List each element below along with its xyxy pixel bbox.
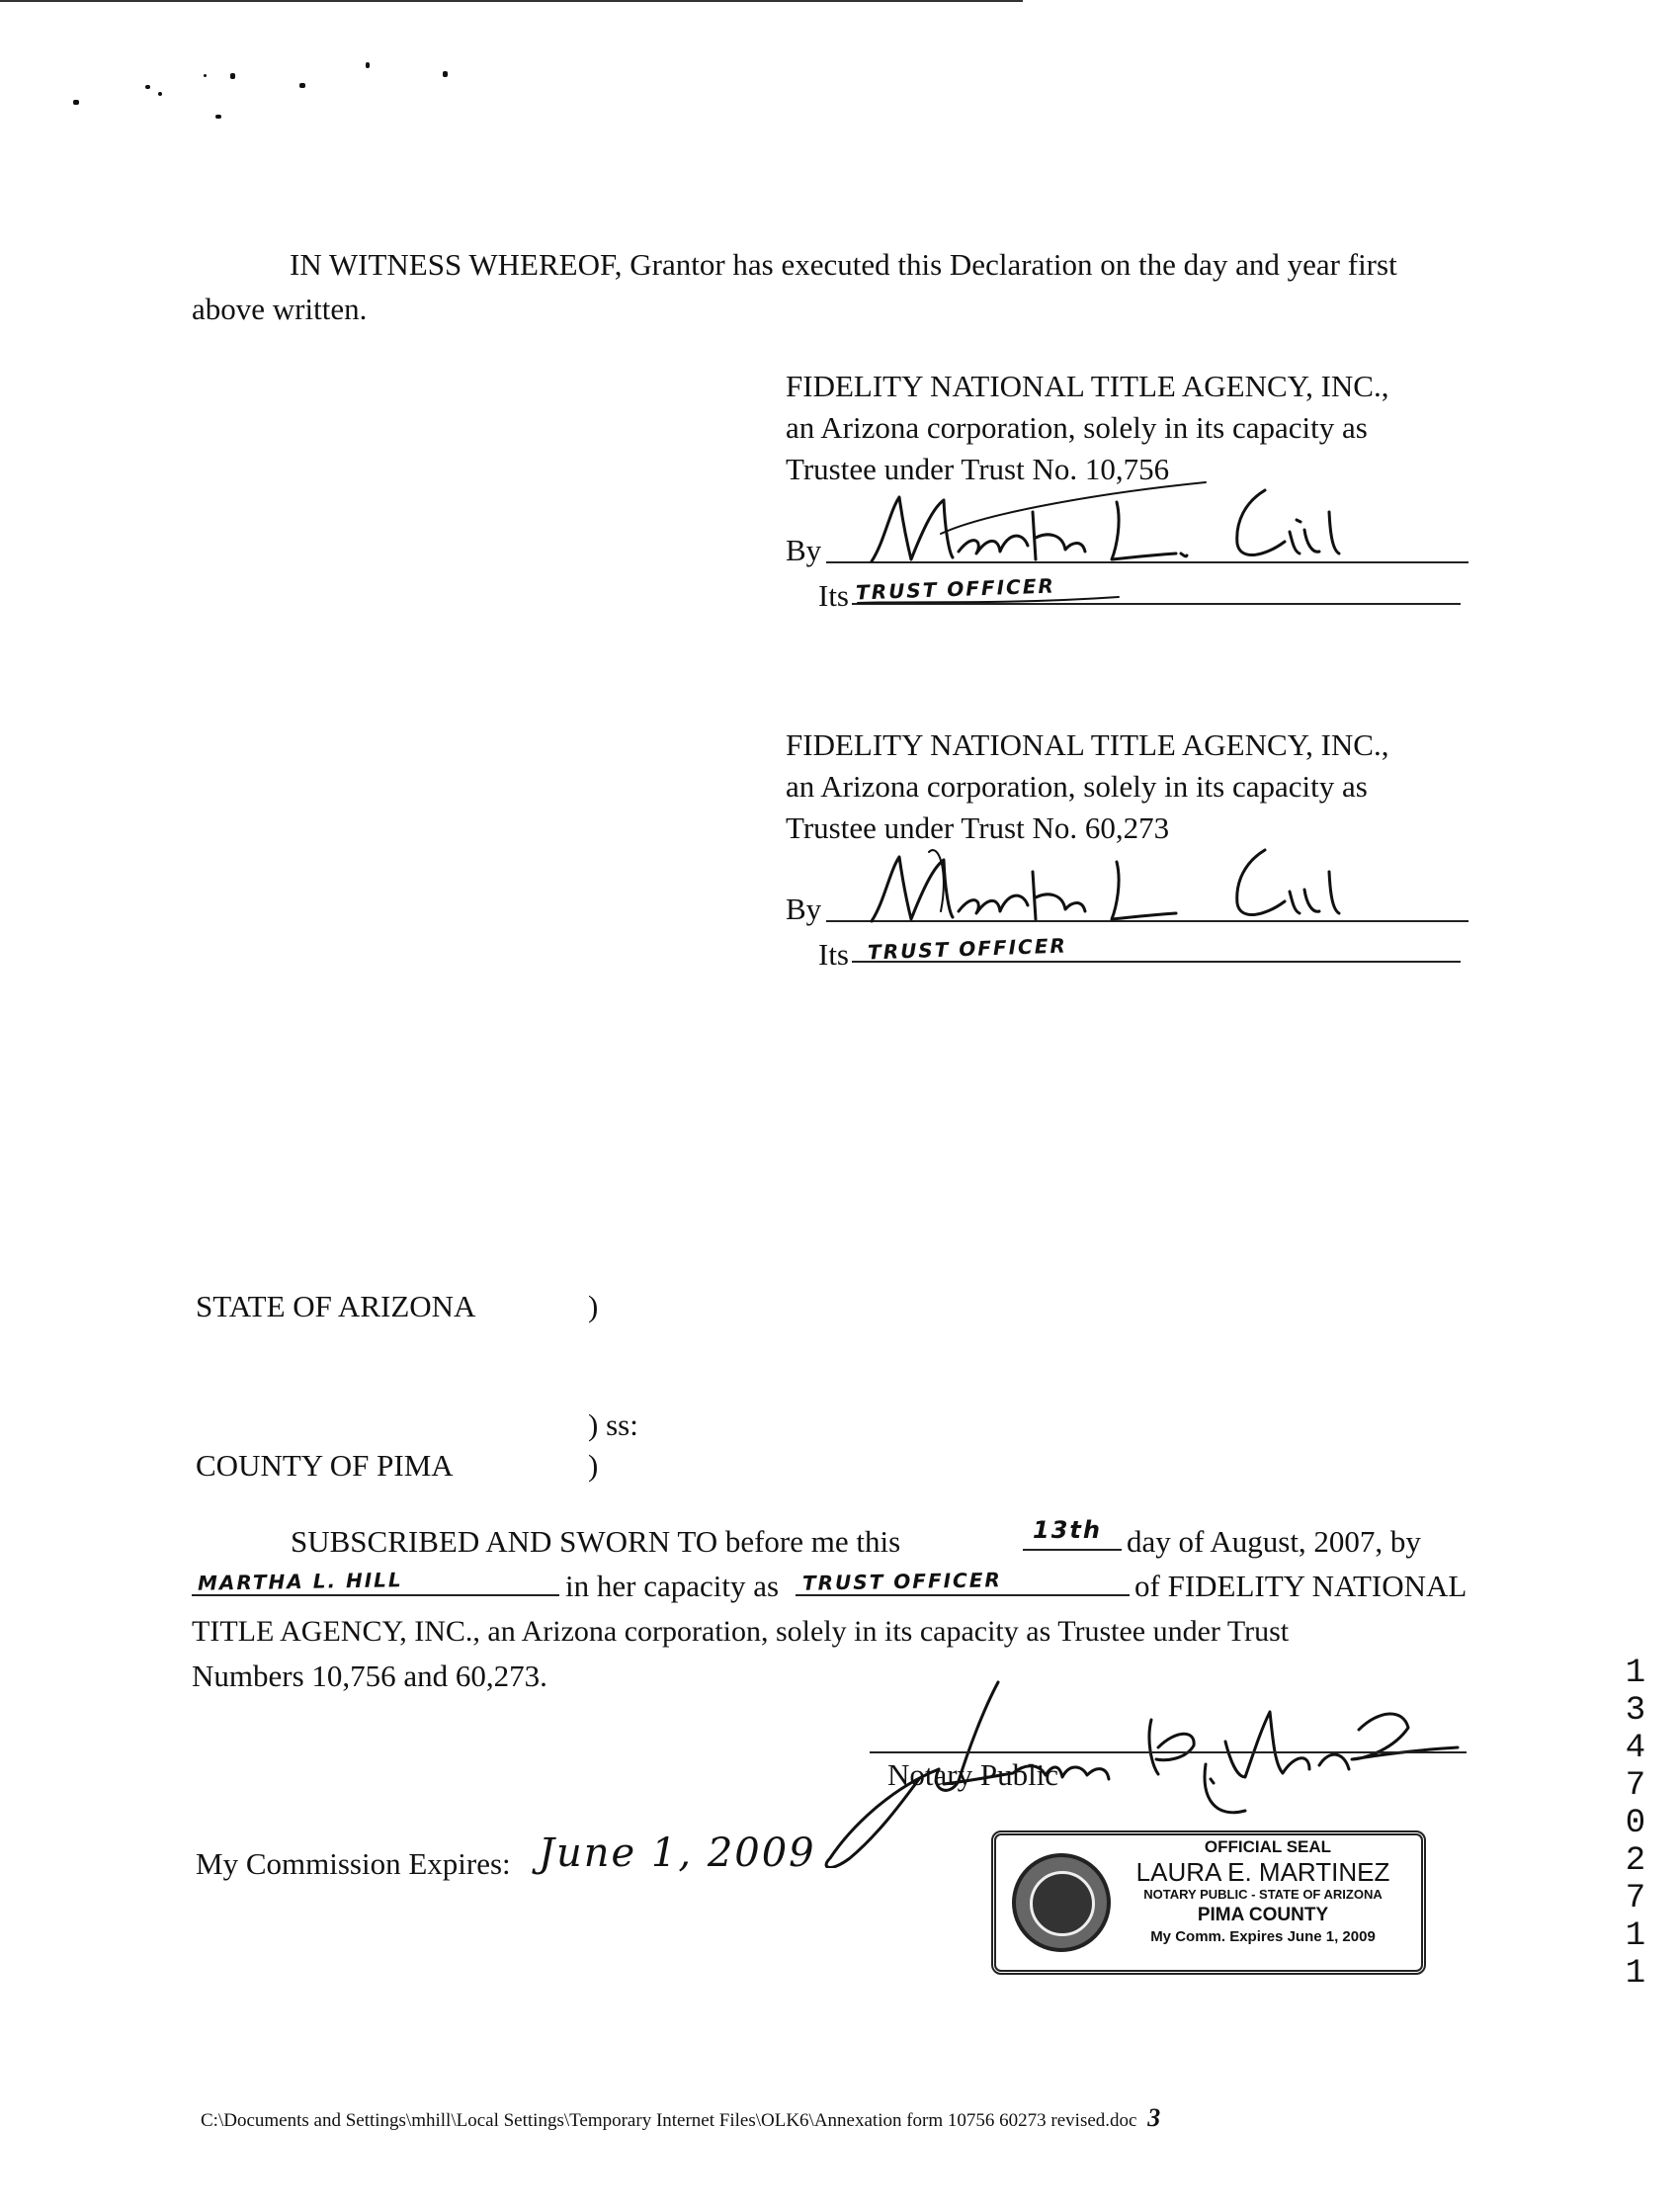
jurat-line-3: TITLE AGENCY, INC., an Arizona corporation, solely in its capacity as Trustee under Trust xyxy=(192,1615,1290,1648)
seal-line-1: NOTARY PUBLIC - STATE OF ARIZONA xyxy=(1143,1887,1383,1902)
day-line xyxy=(1023,1549,1122,1551)
seal-county: PIMA COUNTY xyxy=(1197,1905,1329,1925)
its-value-2: TRUST OFFICER xyxy=(867,933,1068,965)
seal-title: OFFICIAL SEAL xyxy=(1204,1837,1332,1856)
capacity-line xyxy=(796,1594,1130,1596)
by-label-2: By xyxy=(786,892,822,926)
seal-name: LAURA E. MARTINEZ xyxy=(1135,1857,1390,1887)
of-label: of FIDELITY NATIONAL xyxy=(1134,1569,1468,1603)
venue-ss: ) ss: xyxy=(588,1407,638,1442)
handwritten-signature-2 xyxy=(850,832,1364,941)
capacity-value: TRUST OFFICER xyxy=(801,1568,1003,1595)
its-label-1: Its xyxy=(818,578,849,613)
its-label-2: Its xyxy=(818,937,849,972)
commission-value: June 1, 2009 xyxy=(539,1830,816,1876)
official-seal-stamp xyxy=(991,1830,1426,1975)
scan-edge-line xyxy=(0,0,1023,2)
witness-line-2: above written. xyxy=(192,292,368,326)
seal-expires: My Comm. Expires June 1, 2009 xyxy=(1150,1928,1376,1945)
notary-signature-line xyxy=(870,1751,1467,1753)
its-handwriting-1 xyxy=(852,575,1129,615)
company-name-1: FIDELITY NATIONAL TITLE AGENCY, INC., xyxy=(786,369,1389,403)
footer-path-text: C:\Documents and Settings\mhill\Local Settings\Temporary Internet Files\OLK6\Annexation form 10756 60273 revised.doc xyxy=(201,2110,1137,2131)
company-name-2: FIDELITY NATIONAL TITLE AGENCY, INC., xyxy=(786,727,1389,762)
county-label: COUNTY OF PIMA xyxy=(196,1448,454,1483)
handwritten-signature-1 xyxy=(850,472,1364,581)
trust-line-2: Trustee under Trust No. 60,273 xyxy=(786,810,1170,845)
by-label-1: By xyxy=(786,533,822,567)
name-value: MARTHA L. HILL xyxy=(197,1568,403,1595)
its-value-1: TRUST OFFICER xyxy=(855,573,1056,605)
capacity-label: in her capacity as xyxy=(565,1569,780,1603)
recording-number-text: 1347 0271 1 xyxy=(1625,1655,1666,1993)
state-label: STATE OF ARIZONA xyxy=(196,1289,476,1323)
corp-line-1: an Arizona corporation, solely in its capacity as xyxy=(786,410,1368,445)
page-number: 3 xyxy=(1147,2103,1161,2132)
venue-paren-2: ) xyxy=(588,1448,599,1483)
footer-file-path xyxy=(201,2103,1160,2133)
corp-line-2: an Arizona corporation, solely in its capacity as xyxy=(786,769,1368,804)
witness-line-1: IN WITNESS WHEREOF, Grantor has executed this Declaration on the day and year first xyxy=(290,247,1397,282)
state-seal-emblem xyxy=(1012,1853,1111,1952)
jurat-part-1: SUBSCRIBED AND SWORN TO before me this xyxy=(291,1524,901,1559)
jurat-part-2: day of August, 2007, by xyxy=(1127,1524,1421,1559)
name-line xyxy=(192,1594,559,1596)
venue-paren-1: ) xyxy=(588,1289,599,1323)
day-value: 13th xyxy=(1033,1516,1102,1544)
recording-number xyxy=(1618,1579,1666,1993)
commission-label: My Commission Expires: xyxy=(196,1846,511,1881)
trust-line-1: Trustee under Trust No. 10,756 xyxy=(786,452,1170,486)
jurat-line-4: Numbers 10,756 and 60,273. xyxy=(192,1659,547,1693)
notary-public-label: Notary Public xyxy=(887,1757,1059,1792)
